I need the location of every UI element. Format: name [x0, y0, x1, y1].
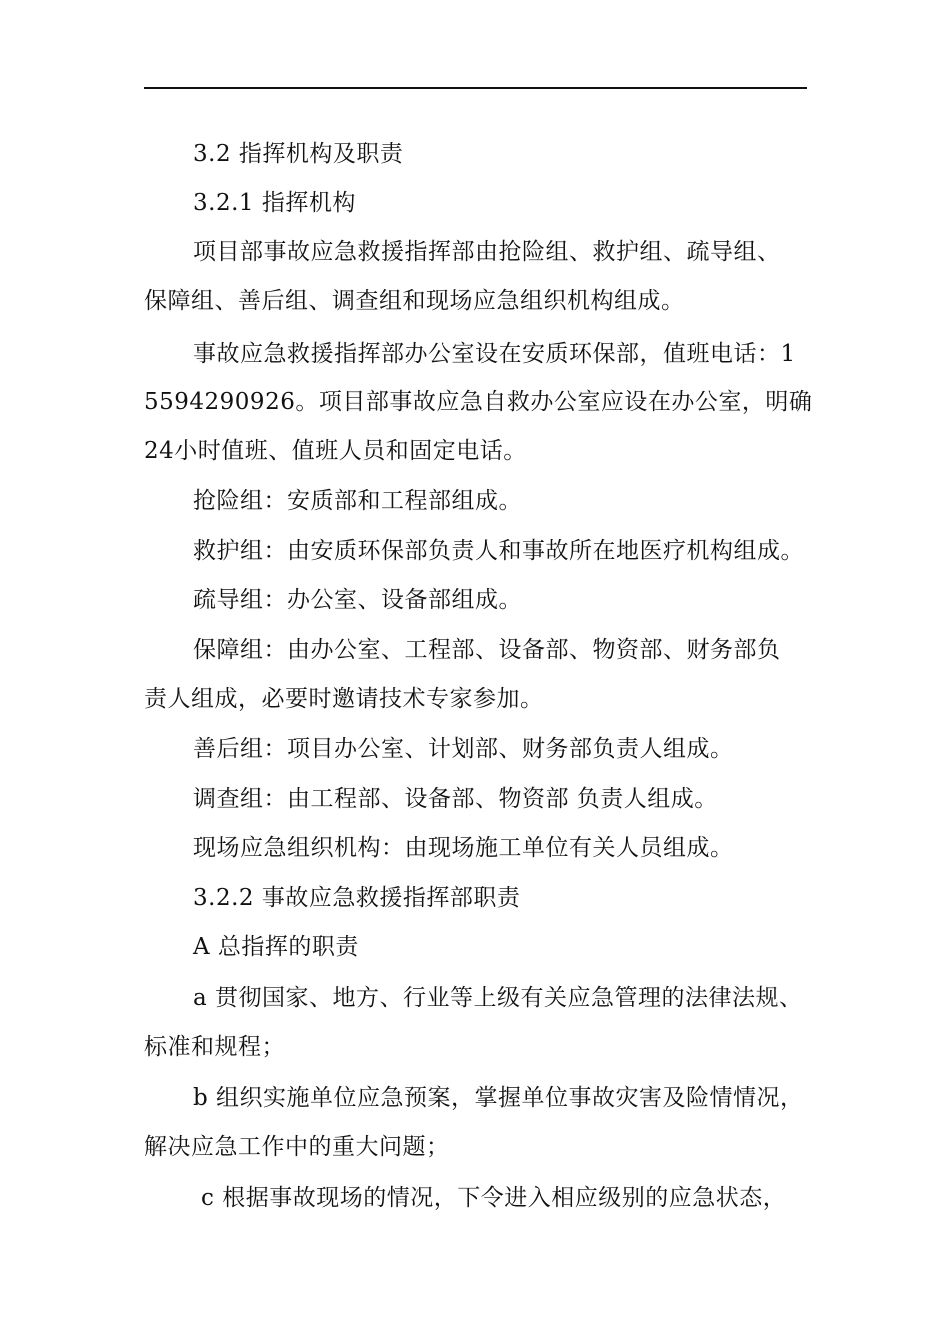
subsection-heading: 3.2.2 事故应急救援指挥部职责	[193, 885, 521, 911]
paragraph-line: A 总指挥的职责	[193, 934, 359, 960]
paragraph-line: 保障组、善后组、调查组和现场应急组织机构组成。	[144, 288, 685, 314]
paragraph-line: c 根据事故现场的情况，下令进入相应级别的应急状态，	[201, 1185, 787, 1211]
section-heading: 3.2 指挥机构及职责	[193, 141, 404, 167]
paragraph-line: 标准和规程；	[144, 1034, 285, 1060]
paragraph-line: 解决应急工作中的重大问题；	[144, 1134, 450, 1160]
paragraph-line: 24小时值班、值班人员和固定电话。	[144, 438, 527, 464]
paragraph-line: 现场应急组织机构：由现场施工单位有关人员组成。	[193, 835, 734, 861]
paragraph-line: 保障组：由办公室、工程部、设备部、物资部、财务部负	[193, 637, 781, 663]
paragraph-line: 抢险组：安质部和工程部组成。	[193, 488, 522, 514]
paragraph-line: 项目部事故应急救援指挥部由抢险组、救护组、疏导组、	[193, 239, 781, 265]
paragraph-line: 5594290926。项目部事故应急自救办公室应设在办公室，明确	[144, 389, 813, 415]
paragraph-line: b 组织实施单位应急预案，掌握单位事故灾害及险情情况，	[193, 1085, 804, 1111]
paragraph-line: 事故应急救援指挥部办公室设在安质环保部，值班电话：1	[193, 341, 796, 367]
paragraph-line: 救护组：由安质环保部负责人和事故所在地医疗机构组成。	[193, 538, 804, 564]
header-rule	[144, 87, 807, 89]
paragraph-line: a 贯彻国家、地方、行业等上级有关应急管理的法律法规、	[193, 985, 803, 1011]
subsection-heading: 3.2.1 指挥机构	[193, 190, 356, 216]
paragraph-line: 善后组：项目办公室、计划部、财务部负责人组成。	[193, 736, 734, 762]
paragraph-line: 责人组成，必要时邀请技术专家参加。	[144, 686, 544, 712]
paragraph-line: 调查组：由工程部、设备部、物资部 负责人组成。	[193, 786, 718, 812]
paragraph-line: 疏导组：办公室、设备部组成。	[193, 587, 522, 613]
